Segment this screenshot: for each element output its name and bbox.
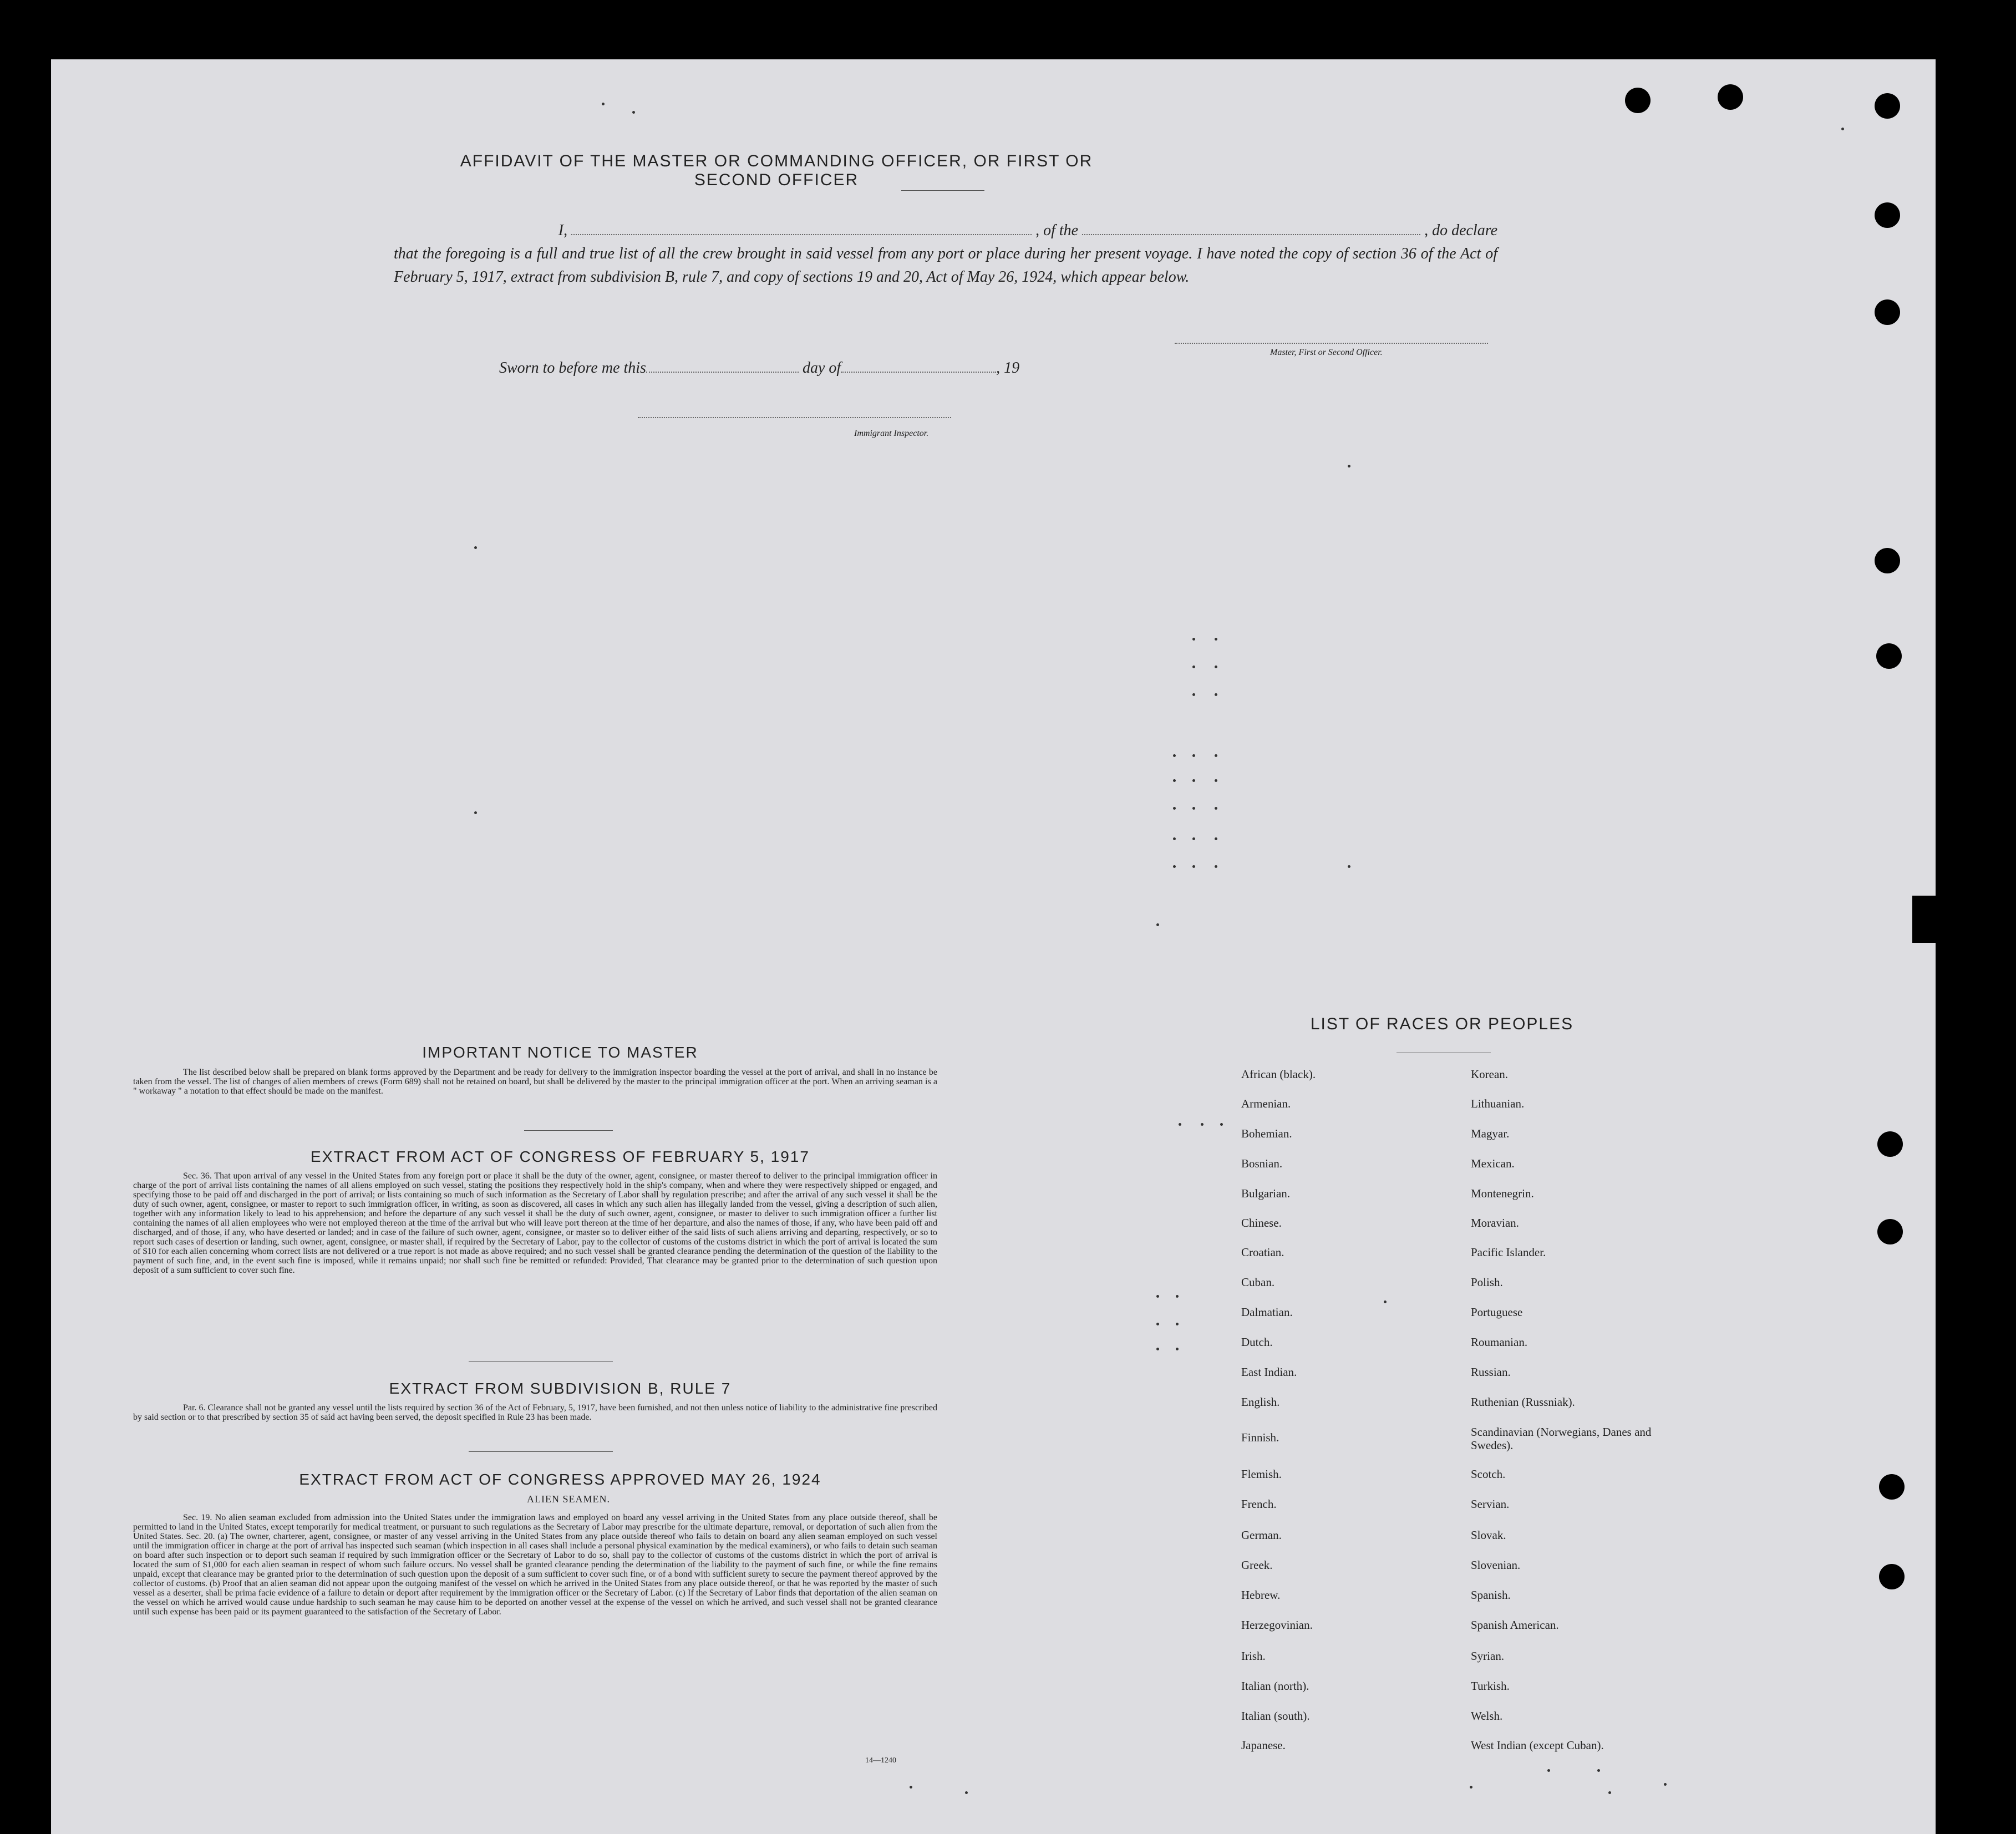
race-item: Chinese. <box>1241 1216 1282 1230</box>
speck <box>965 1791 968 1794</box>
rule7-text: Par. 6. Clearance shall not be granted any vessel until the lists required by section 36 of the Act of February, 5, 1917, have been furnished, and not then unless notice of liability to the administrative fine prescribed by said section or to that prescribed by section 35 of said act having been served, the deposit specified in Rule 23 has been made. <box>133 1403 937 1422</box>
race-item: Cuban. <box>1241 1276 1275 1289</box>
speck <box>1841 128 1844 130</box>
speck <box>1176 1348 1179 1350</box>
race-item: Italian (south). <box>1241 1709 1310 1723</box>
sworn-day-field[interactable] <box>646 360 799 373</box>
punch-hole <box>1879 1474 1905 1500</box>
speck <box>1215 807 1217 810</box>
race-item: Flemish. <box>1241 1467 1282 1481</box>
race-item: Bulgarian. <box>1241 1187 1291 1200</box>
speck <box>1201 1123 1203 1126</box>
speck <box>1156 1348 1159 1350</box>
race-item: Polish. <box>1471 1276 1503 1289</box>
notice-text: The list described below shall be prepared on blank forms approved by the Department and be ready for delivery to the immigration inspector boarding the vessel at the port of arrival, and shall in no instance be taken from the vessel. The list of changes of alien members of crews (Form 689) shall not be retained on board, but shall be delivered by the master to the principal immigration officer at the port. When an arriving seaman is a " workaway " a notation to that effect should be made on the manifest. <box>133 1068 937 1096</box>
race-item: English. <box>1241 1395 1280 1409</box>
punch-hole <box>1879 1564 1905 1589</box>
speck <box>1173 754 1176 757</box>
speck <box>632 111 635 114</box>
declaration-declare: , do declare <box>1424 222 1497 239</box>
extract-1917-title: EXTRACT FROM ACT OF CONGRESS OF FEBRUARY 5, 1917 <box>311 1148 810 1165</box>
speck <box>1215 837 1217 840</box>
master-label: Master, First or Second Officer. <box>1270 348 1383 357</box>
declaration-body: that the foregoing is a full and true list of all the crew brought in said vessel from any port or place during her present voyage. I have noted the copy of section 36 of the Act of February 5, 1917, extract from subdivision B, rule 7, and copy of sections 19 and 20, Act of May 26, 1924, which appear below. <box>394 245 1497 286</box>
year-label: , 19 <box>996 359 1020 377</box>
race-item: Turkish. <box>1471 1679 1510 1693</box>
races-title: LIST OF RACES OR PEOPLES <box>1310 1015 1574 1033</box>
speck <box>1384 1300 1387 1303</box>
inspector-label: Immigrant Inspector. <box>854 429 929 438</box>
speck <box>1192 754 1195 757</box>
race-item: Bosnian. <box>1241 1157 1283 1170</box>
race-item: Dalmatian. <box>1241 1305 1293 1319</box>
race-item: Bohemian. <box>1241 1127 1292 1140</box>
race-item: Hebrew. <box>1241 1588 1281 1602</box>
speck <box>1215 665 1217 668</box>
race-item: Spanish American. <box>1471 1618 1559 1632</box>
form-number: 14—1240 <box>865 1756 896 1765</box>
extract-1924-title: EXTRACT FROM ACT OF CONGRESS APPROVED MAY 26, 1924 <box>299 1471 821 1488</box>
race-item: Japanese. <box>1241 1739 1286 1752</box>
speck <box>1179 1123 1181 1126</box>
punch-hole <box>1718 84 1743 110</box>
speck <box>1176 1323 1179 1325</box>
notice-title: IMPORTANT NOTICE TO MASTER <box>422 1044 698 1061</box>
race-item: Montenegrin. <box>1471 1187 1534 1200</box>
vessel-field[interactable] <box>1082 223 1420 235</box>
speck <box>1173 779 1176 782</box>
speck <box>1547 1769 1550 1772</box>
race-item: African (black). <box>1241 1068 1316 1081</box>
speck <box>1608 1791 1611 1794</box>
speck <box>1173 865 1176 868</box>
speck <box>1215 865 1217 868</box>
declaration-of-the: , of the <box>1035 222 1079 239</box>
binding-tab <box>1912 896 1937 943</box>
race-item: Portuguese <box>1471 1305 1523 1319</box>
speck <box>1215 638 1217 641</box>
punch-hole <box>1875 202 1900 228</box>
race-item: Dutch. <box>1241 1335 1273 1349</box>
race-item: West Indian (except Cuban). <box>1471 1739 1604 1752</box>
speck <box>1215 779 1217 782</box>
title-rule <box>901 190 984 191</box>
name-field[interactable] <box>571 223 1032 235</box>
race-item: Servian. <box>1471 1497 1510 1511</box>
race-item: Herzegovinian. <box>1241 1618 1313 1632</box>
race-item: Ruthenian (Russniak). <box>1471 1395 1575 1409</box>
speck <box>1597 1769 1600 1772</box>
extract-1924-subtitle: ALIEN SEAMEN. <box>527 1493 610 1505</box>
punch-hole <box>1875 93 1900 119</box>
declaration-i: I, <box>558 222 568 239</box>
speck <box>1215 754 1217 757</box>
speck <box>1348 465 1350 468</box>
speck <box>910 1786 912 1789</box>
race-item: Mexican. <box>1471 1157 1515 1170</box>
day-of-label: day of <box>802 359 841 377</box>
speck <box>1348 865 1350 868</box>
speck <box>1176 1295 1179 1298</box>
punch-hole <box>1875 548 1900 573</box>
race-item: Slovak. <box>1471 1528 1506 1542</box>
speck <box>1192 837 1195 840</box>
notice-rule <box>524 1130 613 1131</box>
punch-hole <box>1877 1131 1903 1157</box>
race-item: Irish. <box>1241 1649 1266 1663</box>
inspector-signature-line[interactable] <box>638 406 951 418</box>
speck <box>1173 837 1176 840</box>
punch-hole <box>1875 299 1900 325</box>
speck <box>1192 693 1195 696</box>
speck <box>474 546 477 549</box>
speck <box>1156 1295 1159 1298</box>
punch-hole <box>1877 1219 1903 1244</box>
race-item: Croatian. <box>1241 1246 1284 1259</box>
speck <box>1156 923 1159 926</box>
speck <box>1192 807 1195 810</box>
declaration-text <box>394 219 1497 289</box>
speck <box>1192 665 1195 668</box>
race-item: Slovenian. <box>1471 1558 1521 1572</box>
race-item: Korean. <box>1471 1068 1509 1081</box>
race-item: Magyar. <box>1471 1127 1510 1140</box>
speck <box>1215 693 1217 696</box>
speck <box>602 103 605 105</box>
extract-1917-text: Sec. 36. That upon arrival of any vessel in the United States from any foreign port or place it shall be the duty of the owner, agent, consignee, or master thereof to deliver to the principal immigration officer in charge of the port of arrival lists containing the names of all aliens employed on such vessel, stating the positions they respectively hold in the ship's company, when and where they were respectively shipped or engaged, and specifying those to be paid off and discharged in the port of arrival; or lists containing so much of such information as the Secretary of Labor shall by regulation prescribe; and after the arrival of any such vessel it shall be the duty of such owner, agent, consignee, or master to report to such immigration officer, in writing, as soon as discovered, all cases in which any such alien has illegally landed from the vessel, giving a description of such alien, together with any information likely to lead to his apprehension; and before the departure of any such vessel it shall be the duty of such owner, agent, consignee, or master to deliver to such immigration officer a further list containing the names of all alien employees who were not employed thereon at the time of the arrival but who will leave port thereon at the time of her departure, and also the names of those, if any, who have been paid off and discharged, and of those, if any, who have deserted or landed; and in case of the failure of such owner, agent, consignee, or master so to deliver either of the said lists of such aliens arriving and departing, respectively, or so to report such cases of desertion or landing, such owner, agent, consignee, or master shall, if required by the Secretary of Labor, pay to the collector of customs of the customs district in which the port of arrival is located the sum of $10 for each alien concerning whom correct lists are not delivered or a true report is not made as above required; and no such vessel shall be granted clearance pending the determination of the question of the liability to the payment of such fine, and, in the event such fine is imposed, while it remains unpaid; nor shall such fine be remitted or refunded: Provided, That clearance may be granted prior to the determination of such question upon deposit of a sum sufficient to cover such fine. <box>133 1171 937 1275</box>
speck <box>1192 865 1195 868</box>
affidavit-title: AFFIDAVIT OF THE MASTER OR COMMANDING OFFICER, OR FIRST OR SECOND OFFICER <box>460 152 1093 189</box>
speck <box>1664 1783 1667 1786</box>
speck <box>474 811 477 814</box>
speck <box>1192 779 1195 782</box>
master-signature-line[interactable] <box>1175 332 1488 344</box>
race-item: Pacific Islander. <box>1471 1246 1546 1259</box>
race-item: Italian (north). <box>1241 1679 1309 1693</box>
race-item: Syrian. <box>1471 1649 1505 1663</box>
punch-hole <box>1876 643 1902 669</box>
speck <box>1173 807 1176 810</box>
extract-1924-text: Sec. 19. No alien seaman excluded from admission into the United States under the immigration laws and employed on board any vessel arriving in the United States from any place outside thereof, shall be permitted to land in the United States, except temporarily for medical treatment, or pursuant to such regulations as the Secretary of Labor may prescribe for the ultimate departure, removal, or deportation of such alien from the United States. Sec. 20. (a) The owner, charterer, agent, consignee, or master of any vessel arriving in the United States from any place outside thereof who fails to detain on board any alien seaman employed on such vessel until the immigration officer in charge at the port of arrival has inspected such seaman (which inspection in all cases shall include a personal physical examination by the medical examiners), or who fails to detain such seaman on board after such inspection or to deport such seaman if required by such immigration officer or the Secretary of Labor to do so, shall pay to the collector of customs of the customs district in which the port of arrival is located the sum of $1,000 for each alien seaman in respect of whom such failure occurs. No vessel shall be granted clearance pending the determination of the liability to the payment of such fine, or while the fine remains unpaid, except that clearance may be granted prior to the determination of such question upon the deposit of a sum sufficient to cover such fine, or of a bond with sufficient surety to secure the payment thereof approved by the collector of customs. (b) Proof that an alien seaman did not appear upon the outgoing manifest of the vessel on which he arrived in the United States from any place outside thereof, or that he was reported by the master of such vessel as a deserter, shall be prima facie evidence of a failure to detain or deport after requirement by the immigration officer or the Secretary of Labor. (c) If the Secretary of Labor finds that deportation of the alien seaman on the vessel on which he arrived would cause undue hardship to such seaman he may cause him to be deported on another vessel at the expense of the vessel on which he arrived, and such vessel shall not be granted clearance until such expense has been paid or its payment guaranteed to the satisfaction of the Secretary of Labor. <box>133 1513 937 1617</box>
race-item: East Indian. <box>1241 1365 1297 1379</box>
rule7-title: EXTRACT FROM SUBDIVISION B, RULE 7 <box>389 1380 732 1397</box>
sworn-month-field[interactable] <box>841 360 996 373</box>
sworn-line <box>499 359 1019 377</box>
race-item: Roumanian. <box>1471 1335 1528 1349</box>
race-item: German. <box>1241 1528 1282 1542</box>
race-item: French. <box>1241 1497 1277 1511</box>
speck <box>1192 638 1195 641</box>
race-item: Finnish. <box>1241 1431 1279 1444</box>
speck <box>1220 1123 1223 1126</box>
rule7-rule <box>469 1451 613 1452</box>
race-item: Armenian. <box>1241 1097 1291 1110</box>
speck <box>1156 1323 1159 1325</box>
race-item: Russian. <box>1471 1365 1511 1379</box>
race-item: Moravian. <box>1471 1216 1519 1230</box>
race-item: Scotch. <box>1471 1467 1506 1481</box>
extract-1917-rule <box>469 1361 613 1362</box>
race-item: Spanish. <box>1471 1588 1511 1602</box>
speck <box>1470 1786 1472 1789</box>
sworn-label: Sworn to before me this <box>499 359 646 377</box>
race-item: Greek. <box>1241 1558 1273 1572</box>
race-item: Scandinavian (Norwegians, Danes and Swedes). <box>1471 1425 1652 1452</box>
punch-hole <box>1625 88 1651 113</box>
race-item: Lithuanian. <box>1471 1097 1525 1110</box>
race-item: Welsh. <box>1471 1709 1503 1723</box>
